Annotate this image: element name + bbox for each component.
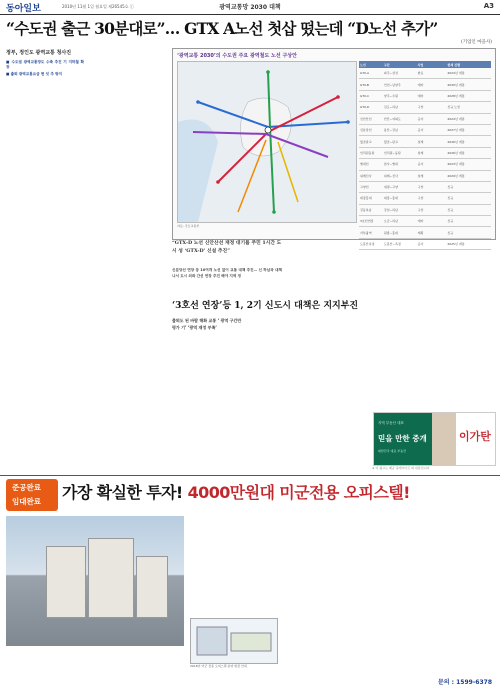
table-cell: 2030년 개통 xyxy=(447,82,465,87)
ad-headline xyxy=(62,480,410,503)
table-cell: 공사 xyxy=(417,116,424,121)
table-cell: 원종~홍대 xyxy=(383,230,398,235)
ad-brand: 이가탄 xyxy=(459,430,491,443)
route-map xyxy=(177,61,357,223)
table-row xyxy=(359,148,491,159)
table-cell: 안산~여의도 xyxy=(383,116,401,121)
table-cell: GTX-B xyxy=(360,82,369,87)
table-cell: 2027년 개통 xyxy=(447,128,465,133)
ad-footnote: ※ 이 광고는 제공 중개사이트 의 내용입니다 xyxy=(372,466,430,470)
route-table-body xyxy=(359,68,491,250)
table-cell: GTX-D xyxy=(360,105,370,110)
table-cell: 고양선 xyxy=(360,185,369,190)
table-cell: 2028년 개통 xyxy=(447,93,465,98)
article-column-6 xyxy=(374,318,494,410)
table-cell: 계획 xyxy=(417,230,424,235)
ad-headline-black: 가장 확실한 투자! xyxy=(62,483,183,502)
table-header-cell: 현재 진행 xyxy=(447,62,460,67)
masthead xyxy=(0,0,500,15)
ad-line-3: 대한민국 대표 부동산 xyxy=(378,449,406,453)
article-column-5 xyxy=(310,318,370,468)
table-row xyxy=(359,193,491,204)
table-cell: 구상 xyxy=(417,105,424,110)
table-cell: 2025년 개통 xyxy=(447,242,465,247)
table-cell: 암사~별내 xyxy=(383,162,398,167)
pull-quote-detail: 신분당선 연장 등 10여개 노선 없이 교통 대책 추진… 신 하남과 대책 나서 도시 외곽 간선 연장 추진 해야 지역 정 xyxy=(172,268,282,278)
table-cell: 신안산선 xyxy=(360,116,372,121)
table-cell: 대장홍대 xyxy=(360,196,372,201)
table-cell: 인덕원~동탄 xyxy=(383,150,401,155)
table-cell: 신분당선 xyxy=(360,128,372,133)
table-cell: 신규 xyxy=(447,230,454,235)
table-cell: 위례신사 xyxy=(360,173,372,178)
section-title: 광역교통망 2030 대책 xyxy=(219,4,281,11)
table-cell: 별내선 xyxy=(360,162,369,167)
secondary-headline: ‘3호선 연장’등 1, 2기 신도시 대책은 지지부진 xyxy=(172,301,359,311)
building-2 xyxy=(88,538,134,618)
table-cell: 신규 xyxy=(447,196,454,201)
table-row xyxy=(359,91,491,102)
site-plan-image xyxy=(190,618,278,664)
table-cell: 도봉산~옥정 xyxy=(383,242,401,247)
table-cell: 2029년 개통 xyxy=(447,173,465,178)
table-header-cell: 사업 xyxy=(417,62,424,67)
site-plan-caption: 2018년 미군 전용 오피스텔 분양 현장 안내 xyxy=(190,664,247,668)
building-1 xyxy=(46,546,86,618)
table-cell: 구상 xyxy=(417,185,424,190)
table-row xyxy=(359,114,491,125)
badge-line-1: 준공완료 xyxy=(12,483,41,492)
building-3 xyxy=(136,556,168,618)
table-cell: 신규 xyxy=(447,185,454,190)
byline: 정부, 정인도 광역교통 청사진 xyxy=(6,50,72,56)
article-column-1 xyxy=(6,58,84,470)
table-cell: 공사 xyxy=(417,162,424,167)
table-row xyxy=(359,125,491,136)
table-row xyxy=(359,79,491,90)
table-cell: 신규 xyxy=(447,219,454,224)
column-subheading: ■ 수도권 광역교통망도 수축 추진 기 지하철 확장 xyxy=(6,60,84,70)
table-cell: 예타 xyxy=(417,93,424,98)
table-cell: 공사 xyxy=(417,128,424,133)
table-cell: 예타 xyxy=(417,219,424,224)
table-cell: 2026년 개통 xyxy=(447,150,465,155)
secondary-pull-quote: 출퇴도 된 바람 해화 교통 ‘ 광역 구간만 평가 기’ ‘광역 재정 부족’ xyxy=(172,318,242,330)
table-row xyxy=(359,227,491,238)
main-headline: “수도권 출근 30분대로”… GTX A노선 첫삽 떴는데 “D노선 추가” xyxy=(6,19,438,38)
site-plan-svg xyxy=(191,619,277,663)
map-title: ‘광역교통 2030’의 수도권 주요 광역철도 노선 구상안 xyxy=(177,53,297,59)
ad-model-photo xyxy=(432,413,456,465)
route-map-svg xyxy=(178,62,356,222)
table-cell: 서부광역 xyxy=(360,230,372,235)
table-cell: 김포~하남 xyxy=(383,105,398,110)
table-row xyxy=(359,205,491,216)
map-source-note: 자료: 국토교통부 xyxy=(177,224,200,228)
officetel-ad[interactable] xyxy=(0,475,500,692)
table-cell: 설계 xyxy=(417,173,424,178)
table-cell: GTX-A xyxy=(360,71,370,76)
table-row xyxy=(359,136,491,147)
article-column-3 xyxy=(288,240,494,296)
newspaper-logo: 동아일보 xyxy=(6,4,41,14)
table-row xyxy=(359,182,491,193)
table-cell: 설계 xyxy=(417,139,424,144)
table-cell: 신규 xyxy=(447,207,454,212)
table-cell: 새절~고양 xyxy=(383,185,398,190)
ad-text-column-3 xyxy=(374,516,494,666)
table-cell: 위례~신사 xyxy=(383,173,398,178)
photo-credit: (기업인 마을사) xyxy=(460,40,492,45)
contact-phone[interactable]: 문의 : 1599-6378 xyxy=(437,679,492,686)
table-cell: 완료 xyxy=(417,71,424,76)
route-table-header xyxy=(359,61,491,68)
completion-badge xyxy=(6,479,58,511)
table-cell: 월곶~판교 xyxy=(383,139,398,144)
ad-panel xyxy=(374,413,432,465)
page-number: A3 xyxy=(483,2,494,10)
table-cell: 2023년 개통 xyxy=(447,162,465,167)
table-cell: 파주~삼성 xyxy=(383,71,398,76)
table-cell: 신규 노선 xyxy=(447,105,460,110)
table-cell: 강일~하남 xyxy=(383,207,398,212)
ad-text-column-2 xyxy=(282,516,368,676)
issue-date: 2010년 11월 1일 월요일 제26545호 ⓒ xyxy=(62,4,134,9)
article-column-2 xyxy=(89,58,167,470)
table-cell: 구상 xyxy=(417,207,424,212)
table-cell: GTX-C xyxy=(360,93,370,98)
article-column-4 xyxy=(246,318,306,468)
table-row xyxy=(359,159,491,170)
table-cell: 오금~하남 xyxy=(383,219,398,224)
table-cell: 3호선연장 xyxy=(360,219,374,224)
table-cell: 공사 xyxy=(417,242,424,247)
ad-line-2: 믿을 만한 중개 xyxy=(378,434,427,443)
table-cell: 월곶판교 xyxy=(360,139,372,144)
table-cell: 강동하남 xyxy=(360,207,372,212)
building-photo xyxy=(6,516,184,646)
table-row xyxy=(359,102,491,113)
table-cell: 2024년 개통 xyxy=(447,71,465,76)
table-header-cell: 노선 xyxy=(360,62,366,67)
table-cell: 대장~홍대 xyxy=(383,196,398,201)
table-cell: 도봉산옥정 xyxy=(360,242,375,247)
real-estate-ad[interactable] xyxy=(373,412,496,466)
pull-quote: “GTX-D 노선 신안산선 재정 대기를 주민 1시간 도시 성 ‘GTX-D’ 신설 추진” xyxy=(172,240,282,254)
table-cell: 양주~수원 xyxy=(383,93,398,98)
table-cell: 예타 xyxy=(417,82,424,87)
ad-text-column-1 xyxy=(190,516,276,616)
table-cell: 2024년 개통 xyxy=(447,116,465,121)
table-row xyxy=(359,216,491,227)
table-cell: 용산~강남 xyxy=(383,128,398,133)
table-cell: 구상 xyxy=(417,196,424,201)
table-row xyxy=(359,171,491,182)
ad-line-1: 지역 부동산 대표 xyxy=(378,421,404,425)
table-cell: 설계 xyxy=(417,150,424,155)
table-cell: 2026년 개통 xyxy=(447,139,465,144)
table-cell: 인천~남양주 xyxy=(383,82,401,87)
ad-headline-red: 4000만원대 미군전용 오피스텔! xyxy=(187,483,410,502)
column-subheading-2: ■ 출퇴 광역교통요금 현 잇 추 방지 xyxy=(6,72,63,77)
route-table xyxy=(359,61,491,247)
table-cell: 인덕원동탄 xyxy=(360,150,375,155)
badge-line-2: 임대완료 xyxy=(12,497,41,506)
table-row xyxy=(359,68,491,79)
table-header-cell: 구간 xyxy=(383,62,390,67)
